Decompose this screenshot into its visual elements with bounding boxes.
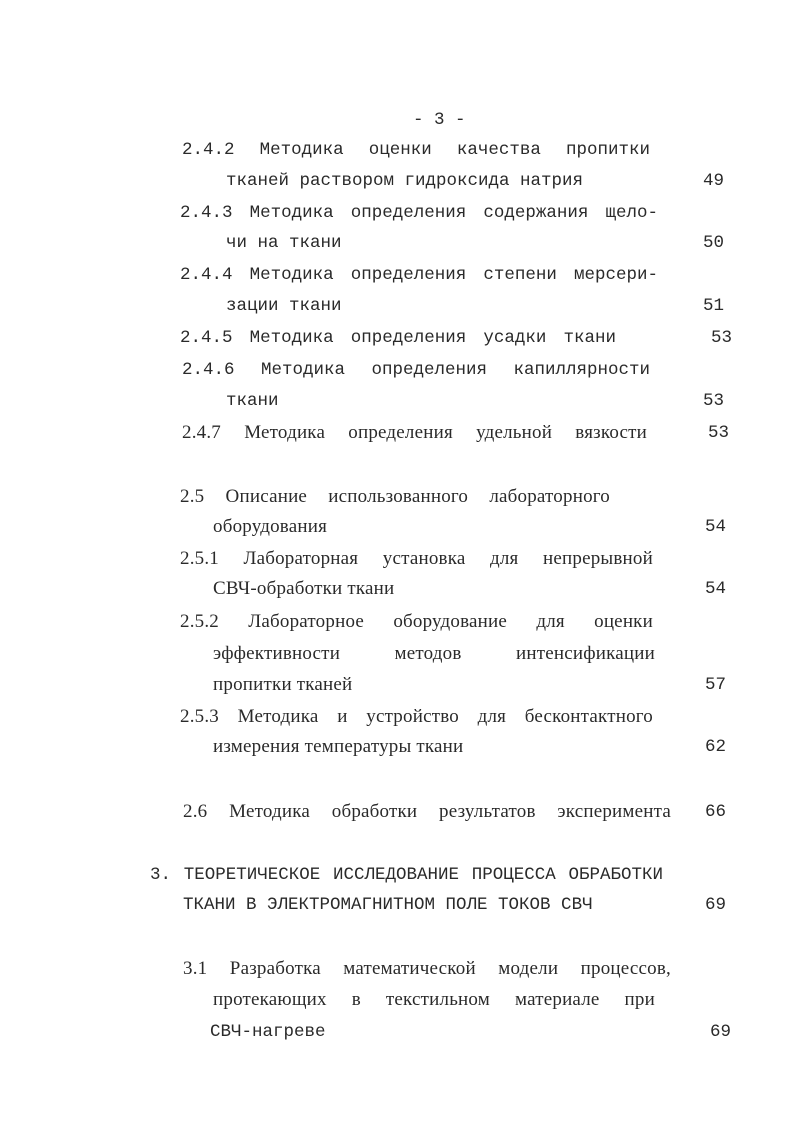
toc-page-number: 51: [703, 296, 725, 316]
toc-page-number: 66: [705, 802, 727, 822]
toc-entry-2-5-2-line2: эффективности методов интенсификации: [213, 643, 655, 664]
toc-entry-2-4-5: 2.4.5 Методика определения усадки ткани: [180, 328, 616, 348]
toc-page-number: 69: [705, 895, 727, 915]
toc-page-number: 53: [708, 423, 730, 443]
toc-entry-3-1-line1: 3.1 Разработка математической модели процессов,: [183, 958, 671, 979]
toc-entry-2-5-2-line3: пропитки тканей: [213, 674, 353, 695]
toc-page-number: 62: [705, 737, 727, 757]
toc-entry-2-4-6-line1: 2.4.6 Методика определения капиллярности: [182, 360, 650, 380]
toc-entry-2-4-3-line2: чи на ткани: [226, 233, 342, 253]
toc-entry-3-1-line3: СВЧ-нагреве: [210, 1022, 326, 1042]
toc-chapter-3-line2: ТКАНИ В ЭЛЕКТРОМАГНИТНОМ ПОЛЕ ТОКОВ СВЧ: [183, 895, 593, 915]
toc-entry-2-4-2-line2: тканей раствором гидроксида натрия: [226, 171, 584, 191]
toc-entry-2-4-4-line2: зации ткани: [226, 296, 342, 316]
toc-entry-2-5-line1: 2.5 Описание использованного лабораторного: [180, 486, 610, 507]
toc-page-number: 69: [710, 1022, 732, 1042]
toc-page-number: 49: [703, 171, 725, 191]
toc-entry-2-5-3-line1: 2.5.3 Методика и устройство для бесконтактного: [180, 706, 653, 727]
toc-entry-2-4-3-line1: 2.4.3 Методика определения содержания щело-: [180, 203, 658, 223]
toc-entry-3-1-line2: протекающих в текстильном материале при: [213, 989, 655, 1010]
toc-entry-2-5-line2: оборудования: [213, 516, 328, 537]
page-number: - 3 -: [413, 110, 466, 130]
toc-page-number: 57: [705, 675, 727, 695]
toc-entry-2-6: 2.6 Методика обработки результатов эксперимента: [183, 801, 671, 822]
toc-entry-2-4-6-line2: ткани: [226, 391, 279, 411]
toc-page-number: 53: [711, 328, 733, 348]
toc-entry-2-4-7: 2.4.7 Методика определения удельной вязкости: [182, 422, 647, 443]
toc-page-number: 54: [705, 579, 727, 599]
toc-page-number: 50: [703, 233, 725, 253]
toc-entry-2-5-2-line1: 2.5.2 Лабораторное оборудование для оценки: [180, 611, 653, 632]
toc-entry-2-5-1-line1: 2.5.1 Лабораторная установка для непрерывной: [180, 548, 653, 569]
toc-entry-2-4-4-line1: 2.4.4 Методика определения степени мерсери-: [180, 265, 658, 285]
toc-entry-2-4-2-line1: 2.4.2 Методика оценки качества пропитки: [182, 140, 650, 160]
toc-entry-2-5-1-line2: СВЧ-обработки ткани: [213, 578, 395, 599]
toc-page-number: 53: [703, 391, 725, 411]
toc-chapter-3-line1: 3. ТЕОРЕТИЧЕСКОЕ ИССЛЕДОВАНИЕ ПРОЦЕССА ОБРАБОТКИ: [150, 865, 663, 885]
toc-entry-2-5-3-line2: измерения температуры ткани: [213, 736, 464, 757]
toc-page-number: 54: [705, 517, 727, 537]
